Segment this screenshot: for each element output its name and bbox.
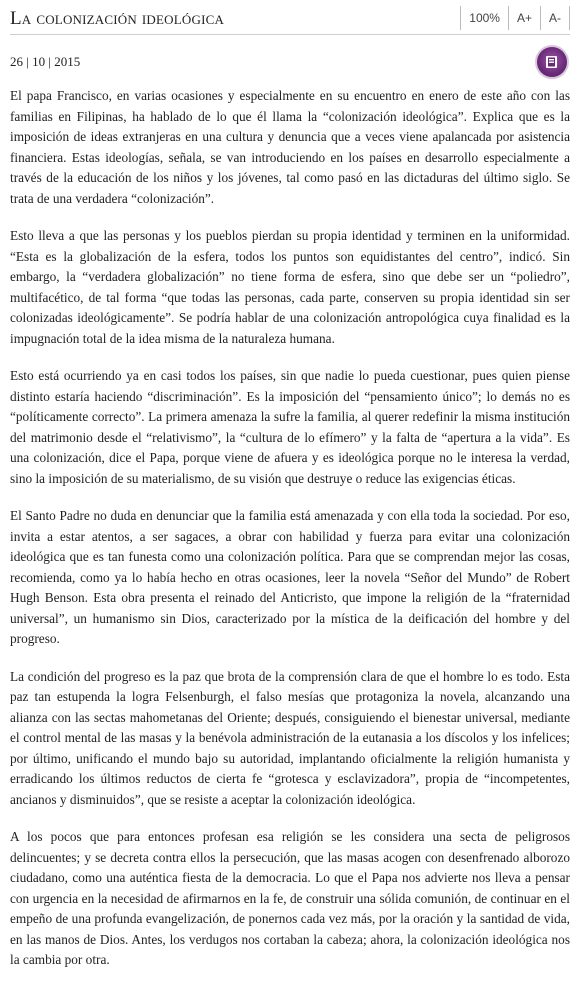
article-paragraph: La condición del progreso es la paz que brota de la comprensión clara de que el hombre lo es todo. Esta paz tan estupenda la logra Felsenburgh, el falso mesías que protagoniza la novela, alcanzando una alianza con las sectas mahometanas del Oriente; después, consiguiendo el bienestar universal, mediante el control mental de las masas y la benévola administración de la eutanasia a los díscolos y los infelices; por último, unificando el mundo bajo su autoridad, implantando oficialmente la religión humanista y erradicando los últimos reductos de cierta fe “grotesca y esclavizadora”, propia de “incompetentes, ancianos y disminuidos”, que se resiste a aceptar la colonización ideológica. bbox=[10, 668, 570, 807]
article-title: La colonización ideológica bbox=[10, 8, 225, 29]
font-increase-button[interactable]: A+ bbox=[508, 6, 540, 30]
book-icon-glyph bbox=[543, 53, 561, 71]
article-paragraph: El Santo Padre no duda en denunciar que la familia está amenazada y con ella toda la sociedad. Por eso, invita a estar atentos, a ser sagaces, a obrar con habilidad y fuerza para evitar una colonización ideológica que es tan funesta como una colonización política. Para que se comprendan mejor las cosas, recomienda, como ya lo había hecho en otras ocasiones, leer la novela “Señor del Mundo” de Robert Hugh Benson. Esta obra presenta el reinado del Anticristo, que impone la religión de la “fraternidad universal”, un humanismo sin Dios, caracterizado por la mística de la deificación del hombre y del progreso. bbox=[10, 508, 570, 646]
zoom-reset-button[interactable]: 100% bbox=[460, 6, 508, 30]
article-header bbox=[0, 0, 580, 40]
text-size-toolbar bbox=[460, 6, 570, 30]
font-decrease-button[interactable]: A- bbox=[540, 6, 570, 30]
title-divider bbox=[10, 34, 570, 35]
article-paragraph: Esto lleva a que las personas y los pueblos pierdan su propia identidad y terminen en la uniformidad. “Esta es la globalización de la esfera, todos los puntos son equidistantes del centro”, indicó. Sin embargo, la “verdadera globalización” no tiene forma de esfera, sino que debe ser un “poliedro”, multifacético, de tal forma “que todas las personas, cada parte, conserven su propia identidad sin ser colonizadas ideológicamente”. Se podría hablar de una colonización antropológica cuya finalidad es la impugnación total de la idea misma de la naturaleza humana. bbox=[10, 228, 570, 346]
article-paragraph: A los pocos que para entonces profesan esa religión se les considera una secta de peligrosos delincuentes; y se decreta contra ellos la persecución, que las masas acogen con desenfrenado alborozo ciudadano, como una auténtica fiesta de la democracia. Lo que el Papa nos advierte nos lleva a pensar con urgencia en la necesidad de afirmarnos en la fe, de construir una sólida comunión, de continuar en el empeño de una profunda evangelización, de ponernos cada vez más, por la oración y la santidad de vida, en las manos de Dios. Antes, los verdugos nos cortaban la cabeza; ahora, la colonización ideológica nos la cambia por otra. bbox=[10, 829, 570, 967]
article-body bbox=[10, 86, 570, 988]
publication-date: 26 | 10 | 2015 bbox=[10, 54, 81, 69]
article-paragraph: Esto está ocurriendo ya en casi todos los países, sin que nadie lo pueda cuestionar, pues quien piense distinto estaría haciendo “discriminación”. Es la imposición del “pensamiento único”; lo demás no es “políticamente correcto”. La primera amenaza la sufre la familia, al querer redefinir la misma institución del matrimonio desde el “relativismo”, la “cultura de lo efímero” y la falta de “apertura a la vida”. Es una colonización, dice el Papa, porque viene de afuera y es ideológica porque no le interesa la verdad, sino la imposición de su materialismo, de su visión que destruye o reduce las exigencias éticas. bbox=[10, 368, 570, 486]
article-paragraph: El papa Francisco, en varias ocasiones y especialmente en su encuentro en enero de este año con las familias en Filipinas, ha hablado de lo que él llama la “colonización ideológica”. Explica que es la imposición de ideas extranjeras en una cultura y denuncia que a veces viene apalancada por asistencia financiera. Estas ideologías, señala, se van introduciendo en los países en desarrollo especialmente a través de la educación de los niños y los jóvenes, tal como pasó en las dictaduras del último siglo. Se trata de una verdadera “colonización”. bbox=[10, 88, 570, 206]
book-icon[interactable] bbox=[537, 47, 567, 77]
